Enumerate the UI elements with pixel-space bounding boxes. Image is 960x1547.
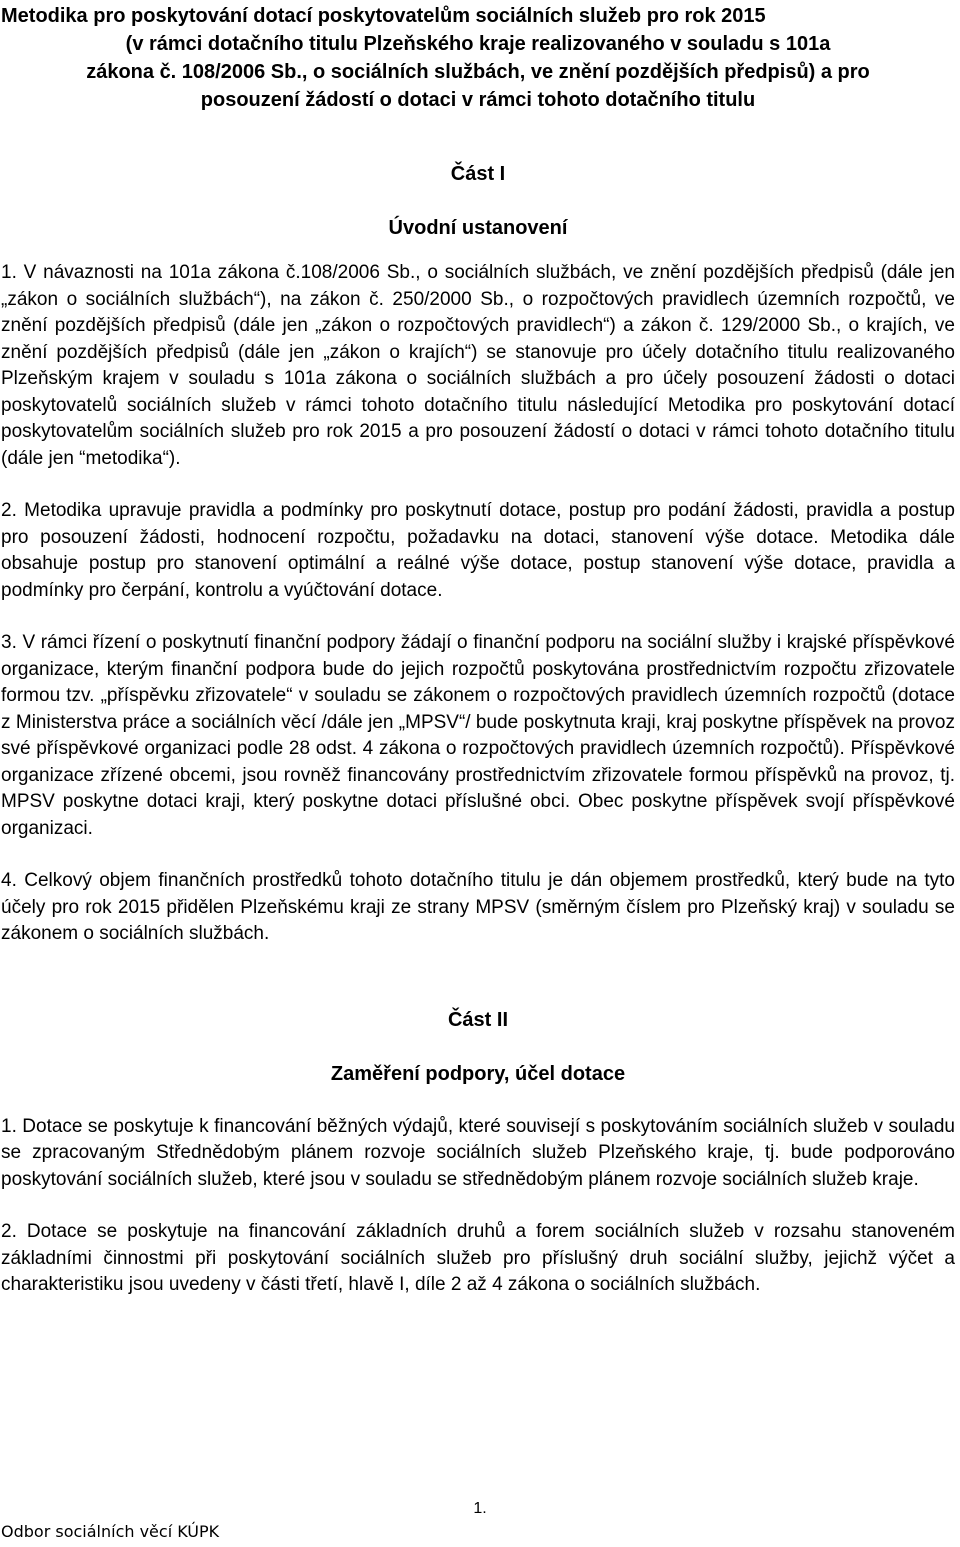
document-title-line: posouzení žádostí o dotaci v rámci tohoto dotačního titulu [200,89,756,111]
part-2-title: Část II [447,1008,509,1031]
page-number: 1. [473,1500,487,1517]
part-1-paragraph-4: 4. Celkový objem finančních prostředků tohoto dotačního titulu je dán objemem prostředků, který bude na tyto účely pro rok 2015 přidělen Plzeňskému kraji ze strany MPSV (směrným číslem pro Plzeňský kraj) v souladu se zákonem o sociálních službách. [1,870,955,944]
document-title-line: zákona č. 108/2006 Sb., o sociálních službách, ve znění pozdějších předpisů) a pro [86,61,870,83]
part-1-paragraph-3: 3. V rámci řízení o poskytnutí finanční podpory žádají o finanční podporu na sociální služby i krajské příspěvkové organizace, kterým finanční podpora bude do jejich rozpočtů poskytována prostřednictvím rozpočtu zřizovatele formou tzv. „příspěvku zřizovatele“ v souladu se zákonem o rozpočtových pravidlech územních rozpočtů (dotace z Ministerstva práce a sociálních věcí /dále jen „MPSV“/ bude poskytnuta kraji, kraj poskytne příspěvek na provoz své příspěvkové organizaci podle 28 odst. 4 zákona o rozpočtových pravidlech územních rozpočtů). Příspěvkové organizace zřízené obcemi, jsou rovněž financovány prostřednictvím zřizovatele formou příspěvků na provoz, tj. MPSV poskytne dotaci kraji, který poskytne dotaci příslušné obci. Obec poskytne příspěvek svojí příspěvkové organizaci. [1,632,955,839]
part-1-paragraph-1: 1. V návaznosti na 101a zákona č.108/2006 Sb., o sociálních službách, ve znění pozdějších předpisů (dále jen „zákon o sociálních službách“), na zákon č. 250/2000 Sb., o rozpočtových pravidlech územních rozpočtů, ve znění pozdějších předpisů (dále jen „zákon o rozpočtových pravidlech“) a zákon č. 129/2000 Sb., o krajích, ve znění pozdějších předpisů (dále jen „zákon o krajích“) se stanovuje pro účely dotačního titulu realizovaného Plzeňským krajem v souladu s 101a zákona o sociálních službách a pro účely posouzení žádosti o dotaci poskytovatelů sociálních služeb v rámci tohoto dotačního titulu následující Metodika pro poskytování dotací poskytovatelům sociálních služeb pro rok 2015 a pro posouzení žádostí o dotaci v rámci tohoto dotačního titulu (dále jen “metodika“). [1,262,955,469]
document-title-line: (v rámci dotačního titulu Plzeňského kraje realizovaného v souladu s 101a [125,33,831,55]
part-2-paragraph-2: 2. Dotace se poskytuje na financování základních druhů a forem sociálních služeb v rozsahu stanoveném základními činnostmi při poskytování sociálních služeb pro příslušný druh sociální služby, jejichž výčet a charakteristiku jsou uvedeny v části třetí, hlavě I, díle 2 až 4 zákona o sociálních službách. [1,1221,955,1295]
document-title-line: Metodika pro poskytování dotací poskytovatelům sociálních služeb pro rok 2015 [1,5,766,27]
document-title [1,0,955,114]
page-footer: Odbor sociálních věcí KÚPK [1,1522,220,1541]
part-2-subtitle: Zaměření podpory, účel dotace [330,1062,626,1085]
part-1-subtitle: Úvodní ustanovení [388,217,568,239]
part-2-paragraph-1: 1. Dotace se poskytuje k financování běžných výdajů, které souvisejí s poskytováním sociálních služeb v souladu se zpracovaným Střednědobým plánem rozvoje sociálních služeb Plzeňského kraje, tj. bude podporováno poskytování sociálních služeb, které jsou v souladu se střednědobým plánem rozvoje sociálních služeb kraje. [1,1115,955,1190]
part-1-paragraph-2: 2. Metodika upravuje pravidla a podmínky pro poskytnutí dotace, postup pro podání žádosti, pravidla a postup pro posouzení žádosti, hodnocení rozpočtu, požadavku na dotaci, stanovení výše dotace. Metodika dále obsahuje postup pro stanovení optimální a reálné výše dotace, postup stanovení výše dotace, pravidla a podmínky pro čerpání, kontrolu a vyúčtování dotace. [1,500,955,601]
part-1-title: Část I [450,163,506,185]
